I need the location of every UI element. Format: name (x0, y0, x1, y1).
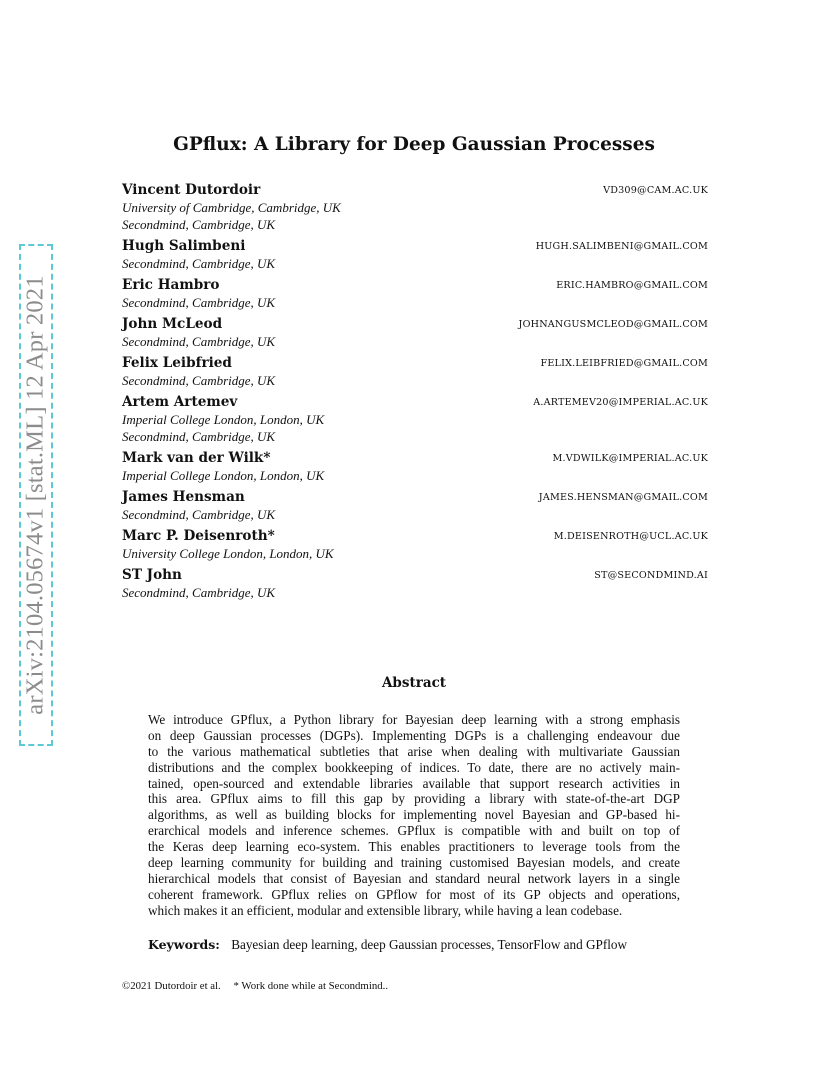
author-name: Hugh Salimbeni (122, 238, 246, 254)
author-affiliation: Secondmind, Cambridge, UK (122, 217, 276, 232)
keywords-line (148, 937, 708, 953)
author-entry (122, 182, 708, 233)
footer-note: * Work done while at Secondmind.. (233, 980, 389, 992)
abstract-line: We introduce GPflux, a Python library for Bayesian deep learning with a strong emphasis (148, 712, 680, 727)
abstract-line: erarchical models and inference schemes. GPflux is compatible with and built on top of (148, 823, 680, 839)
author-entry (122, 238, 708, 272)
author-entry (122, 450, 708, 484)
author-email: HUGH.SALIMBENI@GMAIL.COM (535, 241, 708, 252)
abstract-heading: Abstract (381, 675, 447, 691)
author-email: VD309@CAM.AC.UK (603, 185, 708, 196)
author-affiliation: Secondmind, Cambridge, UK (122, 507, 276, 522)
author-entry (122, 528, 708, 562)
abstract-line: to the various mathematical subtleties that arise when dealing with multivariate Gaussian (148, 743, 680, 759)
footer (122, 980, 388, 992)
author-entry (122, 277, 708, 311)
author-email: A.ARTEMEV20@IMPERIAL.AC.UK (533, 397, 708, 408)
keywords-text: Bayesian deep learning, deep Gaussian processes, TensorFlow and GPflow (231, 937, 628, 952)
author-affiliation: Imperial College London, London, UK (122, 412, 325, 427)
author-email: ST@SECONDMIND.AI (594, 570, 708, 581)
author-entry (122, 567, 708, 601)
abstract-line: on deep Gaussian processes (DGPs). Implementing DGPs is a challenging endeavour due (148, 727, 680, 743)
author-name: James Hensman (122, 489, 245, 505)
author-name: Vincent Dutordoir (122, 182, 261, 198)
author-name: Eric Hambro (122, 277, 220, 293)
author-email: JOHNANGUSMCLEOD@GMAIL.COM (518, 319, 708, 330)
author-email: FELIX.LEIBFRIED@GMAIL.COM (540, 358, 708, 369)
author-email: JAMES.HENSMAN@GMAIL.COM (538, 492, 708, 503)
author-affiliation: Secondmind, Cambridge, UK (122, 256, 276, 271)
author-list (122, 182, 708, 606)
author-entry (122, 355, 708, 389)
author-name: John McLeod (122, 316, 223, 332)
abstract-body (148, 712, 680, 919)
author-affiliation: Secondmind, Cambridge, UK (122, 585, 276, 600)
author-affiliation: Secondmind, Cambridge, UK (122, 373, 276, 388)
author-email: M.DEISENROTH@UCL.AC.UK (553, 531, 708, 542)
abstract-line: coherent framework. GPflux relies on GPflow for most of its GP objects and operations, (148, 886, 680, 902)
abstract-line: algorithms, as well as building blocks for implementing novel Bayesian and GP-based hi- (148, 807, 680, 823)
author-entry (122, 489, 708, 523)
author-name: Felix Leibfried (122, 355, 232, 371)
paper-title: GPflux: A Library for Deep Gaussian Processes (173, 134, 655, 155)
arxiv-identifier-stamp (19, 244, 53, 746)
footer-copyright: ©2021 Dutordoir et al. (122, 980, 221, 992)
abstract-line: the Keras deep learning eco-system. This enables practitioners to leverage tools from the (148, 839, 680, 855)
author-name: Artem Artemev (122, 394, 238, 410)
abstract-line: hierarchical models that consist of Bayesian and standard neural network layers in a single (148, 870, 680, 886)
author-email: ERIC.HAMBRO@GMAIL.COM (556, 280, 708, 291)
author-affiliation: Imperial College London, London, UK (122, 468, 325, 483)
author-name: ST John (122, 567, 182, 583)
author-entry (122, 394, 708, 445)
author-entry (122, 316, 708, 350)
abstract-line: this area. GPflux aims to fill this gap by providing a library with state-of-the-art DGP (148, 791, 680, 807)
arxiv-identifier-text: arXiv:2104.05674v1 [stat.ML] 12 Apr 2021 (22, 275, 49, 715)
author-affiliation: Secondmind, Cambridge, UK (122, 334, 276, 349)
author-affiliation: University of Cambridge, Cambridge, UK (122, 200, 341, 215)
author-email: M.VDWILK@IMPERIAL.AC.UK (552, 453, 708, 464)
abstract-line: distributions and the complex bookkeeping of indices. To date, there are no actively main- (148, 759, 680, 775)
author-affiliation: Secondmind, Cambridge, UK (122, 429, 276, 444)
keywords-label: Keywords: (148, 937, 220, 952)
author-affiliation: Secondmind, Cambridge, UK (122, 295, 276, 310)
abstract-line: tained, open-sourced and extendable libraries available that support research activities in (148, 775, 680, 791)
author-affiliation: University College London, London, UK (122, 546, 334, 561)
abstract-line: deep learning community for building and training customised Bayesian models, and create (148, 855, 680, 871)
author-name: Marc P. Deisenroth* (122, 528, 275, 544)
abstract-line: which makes it an efficient, modular and extensible library, while having a lean codebase. (148, 902, 623, 918)
author-name: Mark van der Wilk* (122, 450, 271, 466)
